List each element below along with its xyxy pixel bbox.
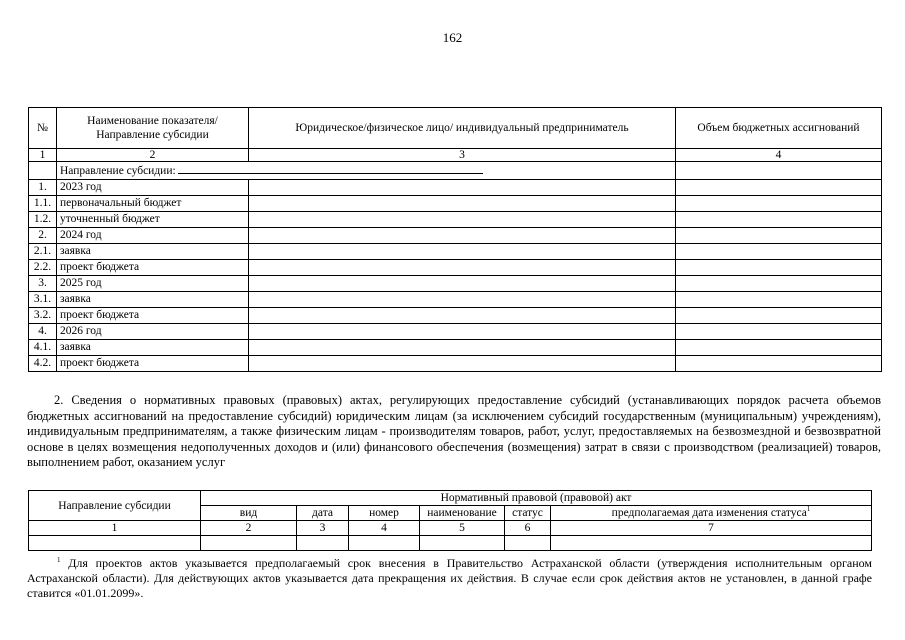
page-number: 162 (442, 30, 463, 45)
entity-cell (249, 356, 676, 372)
subheader-status: статус (505, 506, 551, 521)
footnote (27, 556, 872, 601)
entity-cell (249, 308, 676, 324)
entity-cell (249, 324, 676, 340)
subheader-status-change-date: предполагаемая дата изменения статуса$^1$ (551, 506, 872, 521)
table-row (29, 340, 882, 356)
volume-cell (676, 340, 882, 356)
header-entity: Юридическое/физическое лицо/ индивидуальный предприниматель (249, 108, 676, 149)
table-row (29, 356, 882, 372)
row-number: 4.1. (29, 340, 57, 356)
header-name: Наименование показателя/ Направление субсидии (57, 108, 249, 149)
table-row (29, 244, 882, 260)
section-2-text: 2. Сведения о нормативных правовых (правовых) актах, регулирующих предоставление субсидий (устанавливающих порядок расчета объемов бюджетных ассигнований на предоставление субсидий) юридическим лицам (за исключением субсидий государственным (муниципальным) учреждениям), индивидуальным предпринимателям, а также физическим лицам - производителям товаров, работ, услуг, предоставляемых на безвозмездной и безвозвратной основе в целях возмещения недополученных доходов и (или) финансового обеспечения (возмещения) затрат в связи с производством (реализацией) товаров, выполнением работ, оказанием услуг (27, 393, 881, 469)
entity-cell (249, 260, 676, 276)
col-number: 2 (57, 149, 249, 162)
entity-cell (249, 276, 676, 292)
col-number: 1 (29, 521, 201, 536)
row-number: 3.1. (29, 292, 57, 308)
row-number: 1. (29, 180, 57, 196)
entity-cell (249, 244, 676, 260)
row-label: первоначальный бюджет (57, 196, 249, 212)
table-row (29, 212, 882, 228)
row-number: 2.2. (29, 260, 57, 276)
header-volume: Объем бюджетных ассигнований (676, 108, 882, 149)
row-label: 2025 год (57, 276, 249, 292)
volume-cell (676, 244, 882, 260)
table-row (29, 228, 882, 244)
direction-row (29, 162, 882, 180)
subheader-type: вид (201, 506, 297, 521)
row-number: 4.2. (29, 356, 57, 372)
volume-cell (676, 228, 882, 244)
row-label: 2023 год (57, 180, 249, 196)
row-label: 2026 год (57, 324, 249, 340)
col-number: 3 (249, 149, 676, 162)
row-label: заявка (57, 340, 249, 356)
direction-blank-line (178, 162, 483, 174)
volume-cell (676, 356, 882, 372)
header-act: Нормативный правовой (правовой) акт (201, 491, 872, 506)
row-number: 2. (29, 228, 57, 244)
volume-cell (676, 212, 882, 228)
col-number: 3 (297, 521, 349, 536)
col-number: 4 (676, 149, 882, 162)
entity-cell (249, 212, 676, 228)
footnote-mark: 1 (57, 556, 61, 564)
table-row (29, 180, 882, 196)
footnote-text: Для проектов актов указывается предполагаемый срок внесения в Правительство Астраханской области (утверждения исполнительным органом Астраханской области). Для действующих актов указывается дата прекращения их действия. В случае если срок действия актов не установлен, в данной графе ставится «01.01.2099». (27, 556, 872, 600)
subheader-date: дата (297, 506, 349, 521)
col-number: 2 (201, 521, 297, 536)
row-number: 1.1. (29, 196, 57, 212)
volume-cell (676, 308, 882, 324)
col-number: 6 (505, 521, 551, 536)
row-label: заявка (57, 244, 249, 260)
table-row (29, 196, 882, 212)
volume-cell (676, 180, 882, 196)
col-number: 5 (420, 521, 505, 536)
empty-data-row (29, 536, 872, 551)
entity-cell (249, 196, 676, 212)
col-number: 1 (29, 149, 57, 162)
row-number: 2.1. (29, 244, 57, 260)
table-row (29, 324, 882, 340)
volume-cell (676, 324, 882, 340)
table-row (29, 260, 882, 276)
row-number: 4. (29, 324, 57, 340)
row-number: 1.2. (29, 212, 57, 228)
volume-cell (676, 292, 882, 308)
row-number: 3. (29, 276, 57, 292)
row-label: проект бюджета (57, 308, 249, 324)
entity-cell (249, 340, 676, 356)
table-row (29, 292, 882, 308)
budget-allocations-table (28, 107, 882, 372)
table-row (29, 308, 882, 324)
volume-cell (676, 276, 882, 292)
row-number: 3.2. (29, 308, 57, 324)
volume-cell (676, 196, 882, 212)
header-direction: Направление субсидии (29, 491, 201, 521)
direction-label: Направление субсидии: (60, 165, 176, 177)
row-label: 2024 год (57, 228, 249, 244)
header-num: № (29, 108, 57, 149)
row-label: уточненный бюджет (57, 212, 249, 228)
subheader-number: номер (349, 506, 420, 521)
col-number: 7 (551, 521, 872, 536)
volume-cell (676, 260, 882, 276)
row-label: проект бюджета (57, 260, 249, 276)
entity-cell (249, 228, 676, 244)
table-row (29, 276, 882, 292)
normative-acts-table (28, 490, 872, 551)
row-label: заявка (57, 292, 249, 308)
footnote-ref: 1 (806, 505, 811, 514)
subheader-name: наименование (420, 506, 505, 521)
entity-cell (249, 180, 676, 196)
row-label: проект бюджета (57, 356, 249, 372)
entity-cell (249, 292, 676, 308)
col-number: 4 (349, 521, 420, 536)
